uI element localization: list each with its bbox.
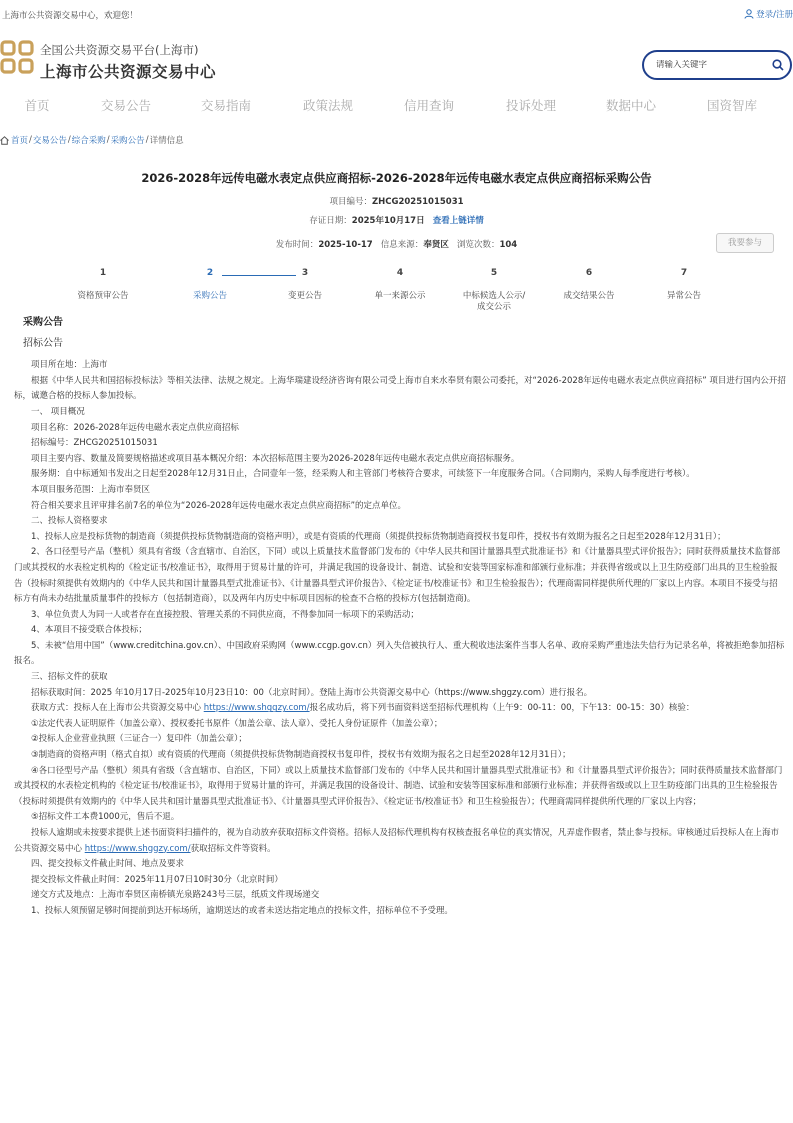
breadcrumb-current: 详情信息 [149,136,184,146]
source-label: 信息来源： [380,240,424,250]
shggzy-link[interactable]: https://www.shggzy.com/ [84,843,191,854]
project-number: ZHCG20251015031 [371,197,464,207]
step-number: 5 [490,268,498,278]
paragraph: 项目主要内容、数量及简要规格描述或项目基本概况介绍：本次招标范围主要为2026-2028年远传电磁水表定点供应商招标服务。 [31,453,520,464]
nav-data-center[interactable]: 数据中心 [605,98,656,113]
logo[interactable] [0,40,34,74]
paragraph: 招标获取时间：2025 年10月17日-2025年10月23日10：00（北京时间）。登陆上海市公共资源交易中心（https://www.shggzy.com）进行报名。 [31,687,593,698]
participate-button[interactable]: 我要参与 [716,233,774,253]
paragraph: ⑤招标文件工本费1000元，售后不退。 [31,812,180,823]
search-icon[interactable] [772,59,784,71]
brand-subtitle: 全国公共资源交易平台(上海市) [40,43,199,57]
home-icon [0,136,9,145]
user-icon [744,9,754,19]
step-single-source[interactable] [350,268,450,302]
welcome-text: 上海市公共资源交易中心，欢迎您！ [2,11,139,21]
paragraph: ③制造商的资格声明（格式自拟）或有资质的代理商（须提供投标货物制造商授权书复印件，授权书有效期为报名之日起至2028年12月31日）； [31,750,571,761]
views-count: 104 [499,240,518,250]
source-value: 奉贤区 [423,240,449,250]
step-label: 单一来源公示 [374,291,426,301]
step-prequalification[interactable] [53,268,153,302]
step-candidate-notice[interactable] [444,268,544,313]
breadcrumb-separator: / [145,135,149,145]
chain-detail-link[interactable]: 查看上链详情 [432,216,484,226]
deposit-line [0,214,793,226]
step-label: 中标候选人公示/成交公示 [462,291,526,312]
breadcrumb-separator: / [106,135,110,145]
top-bar [0,0,793,28]
breadcrumb-separator: / [67,135,71,145]
step-exception-notice[interactable] [634,268,734,302]
content-heading: 采购公告 [23,317,63,328]
paragraph: 1、投标人应是投标货物的制造商（须提供投标货物制造商的资格声明），或是有资质的代理商（须提供投标货物制造商授权书复印件，授权书有效期为报名之日起至2028年12月31日）； [31,531,726,542]
breadcrumb-separator: / [29,135,32,145]
paragraph: ②投标人企业营业执照（三证合一）复印件（加盖公章）； [31,734,247,745]
paragraph: 四、提交投标文件截止时间、地点及要求 [31,859,185,870]
breadcrumb-comprehensive-purchase[interactable]: 综合采购 [71,136,106,146]
nav-think-tank[interactable]: 国资智库 [706,98,757,113]
step-change-notice[interactable] [255,268,355,302]
step-purchase-notice[interactable] [160,268,260,302]
login-link[interactable] [744,8,793,20]
paragraph: 递交方式及地点：上海市奉贤区南桥镇光泉路243号三层，纸质文件现场递交 [31,890,320,901]
text: 投标人逾期或未按要求提供上述书面资料扫描件的，视为自动放弃获取招标文件资格。招标人及招标代理机构有权核查报名单位的真实情况，凡弄虚作假者，禁止参与投标。审核通过后投标人在上海市公共资源交易中心 [14,828,780,854]
breadcrumb-trade-notice[interactable]: 交易公告 [32,136,67,146]
shggzy-link[interactable]: https://www.shggzy.com/ [203,703,310,714]
breadcrumb-purchase-notice[interactable]: 采购公告 [110,136,145,146]
nav-credit[interactable]: 信用查询 [403,98,454,113]
paragraph: 提交投标文件截止时间：2025年11月07日10时30分（北京时间） [31,874,283,885]
step-label: 异常公告 [666,291,701,301]
process-steps [0,268,793,318]
deposit-date: 2025年10月17日 [351,216,425,226]
step-label: 成交结果公告 [563,291,615,301]
publish-time: 2025-10-17 [318,240,373,250]
paragraph: 三、招标文件的获取 [31,672,108,683]
text: 报名成功后，将下列书面资料送至招标代理机构（上午9：00-11：00，下午13：00-15：30）核验： [309,703,695,714]
paragraph: 4、本项目不接受联合体投标； [31,625,147,636]
main-nav [0,96,793,118]
nav-home[interactable]: 首页 [24,98,50,113]
text: 获取方式：投标人在上海市公共资源交易中心 [31,703,204,714]
paragraph: 符合相关要求且评审排名前7名的单位为“2026-2028年远传电磁水表定点供应商招标”的定点单位。 [31,500,407,511]
step-result-notice[interactable] [539,268,639,302]
paragraph [14,826,786,857]
breadcrumb-home[interactable]: 首页 [11,136,29,146]
nav-complaint[interactable]: 投诉处理 [505,98,556,113]
publish-info-line [0,238,793,250]
deposit-label: 存证日期： [309,216,352,226]
notice-content [14,314,786,920]
page-title: 2026-2028年远传电磁水表定点供应商招标-2026-2028年远传电磁水表定点供应商招标采购公告 [141,171,652,185]
search-box [642,50,792,80]
paragraph: 3、单位负责人为同一人或者存在直接控股、管理关系的不同供应商，不得参加同一标项下的采购活动； [31,609,419,620]
paragraph: ①法定代表人证明原件（加盖公章）、授权委托书原件（加盖公章、法人章）、受托人身份证原件（加盖公章）； [31,718,443,729]
paragraph: ④各口径型号产品（整机）须具有省级（含直辖市、自治区，下同）或以上质量技术监督部门发布的《中华人民共和国计量器具型式批准证书》和《计量器具型式评价报告》；同时获得质量技术监督部门或其授权的水表检定机构的《检定证书/校准证书》，取得用于贸易计量的许可，并满足我国的设备设计、制造、试验和安装等国家标准和部颁行业标准；并获得省级或以上卫生防疫部门出具的卫生检验报告（投标时须提供有效期内的《中华人民共和国计量器具型式批准证书》、《计量器具型式评价报告》、《检定证书/校准证书》和卫生检验报告）；代理商需同样提供所代理的厂家以上内容； [14,765,783,807]
views-label: 浏览次数： [456,240,500,250]
paragraph: 服务期：自中标通知书发出之日起至2028年12月31日止，合同壹年一签，经采购人和主管部门考核符合要求，可续签下一年度服务合同。（合同期内，采购人每季度进行考核）。 [31,469,695,480]
paragraph: 1、投标人须预留足够时间提前到达开标场所，逾期送达的或者未送达指定地点的投标文件，招标单位不予受理。 [31,905,453,916]
step-number: 7 [680,268,688,278]
step-number: 1 [99,268,107,278]
paragraph: 项目所在地：上海市 [31,360,108,371]
nav-policy[interactable]: 政策法规 [302,98,353,113]
step-label: 变更公告 [287,291,322,301]
step-label: 资格预审公告 [77,291,129,301]
step-label: 采购公告 [192,291,227,301]
text: 获取招标文件等资料。 [190,843,276,854]
paragraph: 项目名称：2026-2028年远传电磁水表定点供应商招标 [31,422,239,433]
paragraph: 2、各口径型号产品（整机）须具有省级（含直辖市、自治区，下同）或以上质量技术监督部门发布的《中华人民共和国计量器具型式批准证书》和《计量器具型式评价报告》；同时获得质量技术监督部门或其授权的水表检定机构的《检定证书/校准证书》，取得用于贸易计量的许可，并满足我国的设备设计、制造、试验和安装等国家标准和部颁行业标准；并获得省级或以上卫生防疫部门出具的卫生检验报告（投标时须提供有效期内的《中华人民共和国计量器具型式批准证书》、《计量器具型式评价报告》、《检定证书/校准证书》和卫生检验报告）；代理商需同样提供所代理的厂家以上内容。本项目不接受与招标方有尚未办结批量质量事件的投标方（包括制造商），以及两年内历史中标项目因标的检查不合格的投标方(包括制造商)。 [14,547,781,605]
nav-trade-notice[interactable]: 交易公告 [100,98,151,113]
project-number-line [0,195,793,207]
paragraph: 二、投标人资格要求 [31,516,108,527]
step-number: 4 [396,268,404,278]
publish-label: 发布时间： [275,240,319,250]
nav-trade-guide[interactable]: 交易指南 [200,98,251,113]
login-label[interactable]: 登录/注册 [756,10,793,20]
paragraph: 根据《中华人民共和国招标投标法》等相关法律、法规之规定。上海华瑞建设经济咨询有限公司受上海市自来水奉贤有限公司委托，对“2026-2028年远传电磁水表定点供应商招标” 项目进行国内公开招标，诚邀合格的投标人参加投标。 [14,375,786,402]
paragraph: 本项目服务范围：上海市奉贤区 [31,484,151,495]
step-number: 2 [206,268,214,278]
breadcrumb [0,134,184,146]
paragraph: 一、 项目概况 [31,406,85,417]
paragraph: 招标编号：ZHCG20251015031 [31,438,158,449]
content-subheading: 招标公告 [23,337,63,349]
brand-title: 上海市公共资源交易中心 [40,63,217,81]
paragraph [14,701,786,717]
paragraph: 5、未被“信用中国”（www.creditchina.gov.cn）、中国政府采购网（www.ccgp.gov.cn）列入失信被执行人、重大税收违法案件当事人名单、政府采购严重违法失信行为记录名单，将被拒绝参加招标报名。 [14,640,785,667]
step-number: 6 [585,268,593,278]
project-number-label: 项目编号： [329,197,372,207]
search-input[interactable] [656,60,772,70]
step-number: 3 [301,268,309,278]
